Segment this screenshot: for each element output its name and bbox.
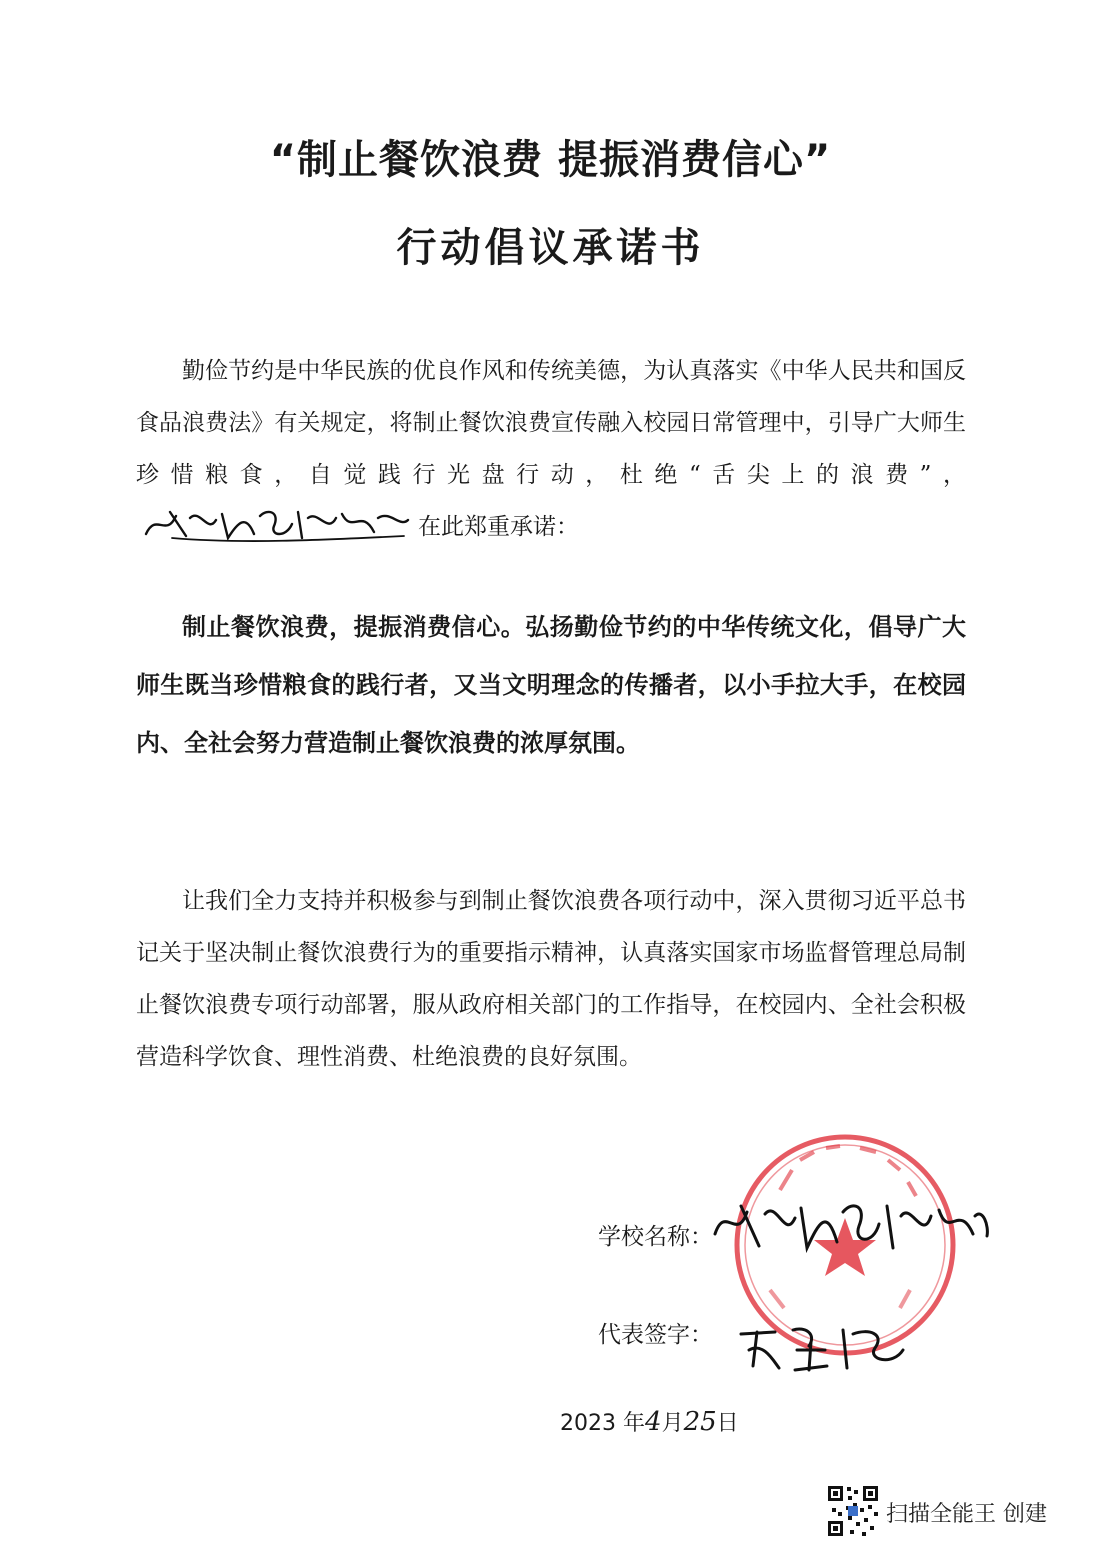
paragraph-intro — [136, 345, 966, 553]
handwritten-school-name-signature — [707, 1190, 992, 1260]
qr-code-icon — [826, 1484, 880, 1538]
paragraph-intro-text: 勤俭节约是中华民族的优良作风和传统美德，为认真落实《中华人民共和国反食品浪费法》有关规定，将制止餐饮浪费宣传融入校园日常管理中，引导广大师生珍惜粮食，自觉践行光盘行动，杜绝“舌尖上的浪费”， — [136, 358, 966, 488]
date-month: 4 — [645, 1407, 662, 1437]
representative-signature-label: 代表签字： — [598, 1322, 713, 1348]
school-name-label: 学校名称： — [598, 1224, 713, 1250]
handwritten-representative-signature — [735, 1320, 910, 1375]
date-day-suffix: 日 — [716, 1411, 739, 1436]
paragraph-commitment: 制止餐饮浪费，提振消费信心。弘扬勤俭节约的中华传统文化，倡导广大师生既当珍惜粮食的践行者，又当文明理念的传播者，以小手拉大手，在校园内、全社会努力营造制止餐饮浪费的浓厚氛围。 — [136, 613, 966, 757]
scanner-watermark-text: 扫描全能王 创建 — [886, 1502, 1047, 1527]
scanner-watermark — [826, 1484, 1086, 1542]
date-month-suffix: 月 — [661, 1411, 684, 1436]
date-year: 2023 — [560, 1411, 616, 1436]
document-title-line2: 行动倡议承诺书 — [396, 225, 705, 271]
paragraph-intro-ending: 在此郑重承诺： — [418, 514, 579, 540]
date-day: 25 — [683, 1407, 717, 1437]
paragraph-action: 让我们全力支持并积极参与到制止餐饮浪费各项行动中，深入贯彻习近平总书记关于坚决制止餐饮浪费行为的重要指示精神，认真落实国家市场监督管理总局制止餐饮浪费专项行动部署，服从政府相关部门的工作指导，在校园内、全社会积极营造科学饮食、理性消费、杜绝浪费的良好氛围。 — [136, 888, 966, 1070]
document-title-line1: “制止餐饮浪费 提振消费信心” — [269, 137, 832, 183]
date-year-suffix: 年 — [623, 1411, 646, 1436]
handwritten-school-name-inline — [142, 504, 412, 544]
document-date — [560, 1406, 739, 1437]
